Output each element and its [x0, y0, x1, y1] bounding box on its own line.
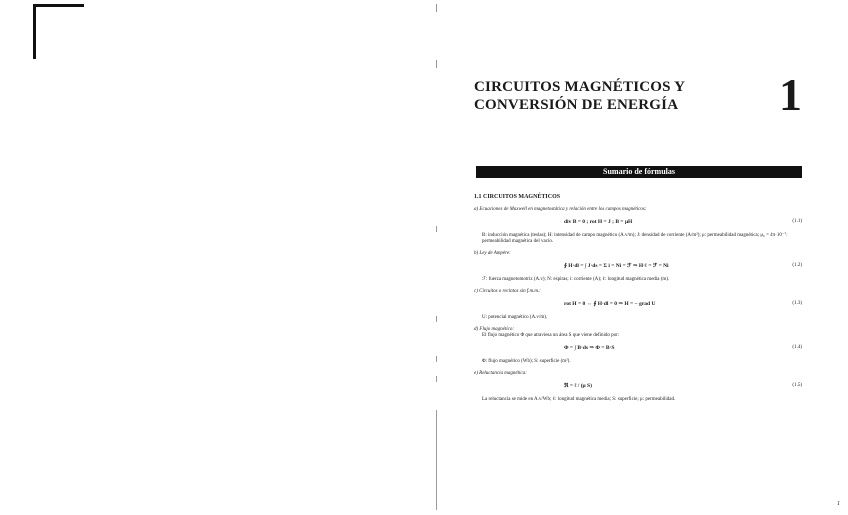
page-gutter — [436, 0, 438, 515]
chapter-title — [474, 78, 744, 114]
equation-1-3: rot H = 0 ⇔ ∮ H·dl = 0 ⇒ H = − grad U — [564, 301, 656, 307]
chapter-number: 1 — [779, 69, 802, 120]
formula-summary — [474, 194, 804, 403]
equation-1-1: div B = 0 ; rot H = J ; B = μH — [564, 219, 633, 225]
item-a-description: B: inducción magnética (teslas); H: intensidad de campo magnético (A.v/m); J: densidad de corriente (A/m²); μ: permeabilidad magnética; μ₀ = 4π·10⁻⁷: permeabilidad magnética del vacío. — [482, 233, 788, 244]
equation-number: (1.4) — [792, 345, 802, 350]
equation-1-2: ∮ H·dl = ∫ J·ds = Σ i = Ni = ℱ ⇒ H·ℓ = ℱ = Ni — [564, 263, 669, 269]
item-d-label: d) Flujo magnético: — [474, 327, 514, 332]
item-b-description: ℱ: fuerza magnetomotriz (A.v); N: espiras; i: corriente (A); ℓ: longitud magnética media (m). — [482, 277, 670, 282]
item-d-description: Φ: flujo magnético (Wb); S: superficie (m²). — [482, 359, 571, 364]
crop-mark — [33, 4, 84, 59]
right-page — [474, 0, 814, 515]
chapter-title-line2: CONVERSIÓN DE ENERGÍA — [474, 97, 679, 113]
equation-row — [474, 381, 804, 393]
item-d-intro: El flujo magnético Φ que atraviesa un área S que viene definido por: — [482, 333, 620, 338]
item-c-label: c) Circuitos o recintos sin f.m.m.: — [474, 289, 541, 294]
item-a-label: a) Ecuaciones de Maxwell en magnetostática y relación entre los campos magnéticos: — [474, 207, 647, 212]
chapter-title-line1: CIRCUITOS MAGNÉTICOS Y — [474, 79, 686, 95]
equation-row — [474, 217, 804, 229]
equation-row — [474, 343, 804, 355]
equation-row — [474, 299, 804, 311]
summary-header: Sumario de fórmulas — [476, 166, 802, 178]
equation-number: (1.2) — [792, 263, 802, 268]
page-number: 1 — [837, 501, 840, 507]
equation-number: (1.5) — [792, 383, 802, 388]
item-e-label: e) Reluctancia magnética: — [474, 371, 527, 376]
item-c-description: U: potencial magnético (A.v/m). — [482, 315, 548, 320]
equation-number: (1.3) — [792, 301, 802, 306]
equation-number: (1.1) — [792, 219, 802, 224]
equation-row — [474, 261, 804, 273]
section-heading: 1.1 CIRCUITOS MAGNÉTICOS — [474, 194, 561, 200]
item-e-description: La reluctancia se mide en A.v/Wb; ℓ: longitud magnética media; S: superficie; μ: permeabilidad. — [482, 397, 676, 402]
item-b-label: b) Ley de Ampère: — [474, 251, 511, 256]
equation-1-4: Φ = ∫ B·ds ⇒ Φ = B·S — [564, 345, 615, 351]
equation-1-5: ℜ = ℓ / (μ S) — [564, 383, 592, 389]
